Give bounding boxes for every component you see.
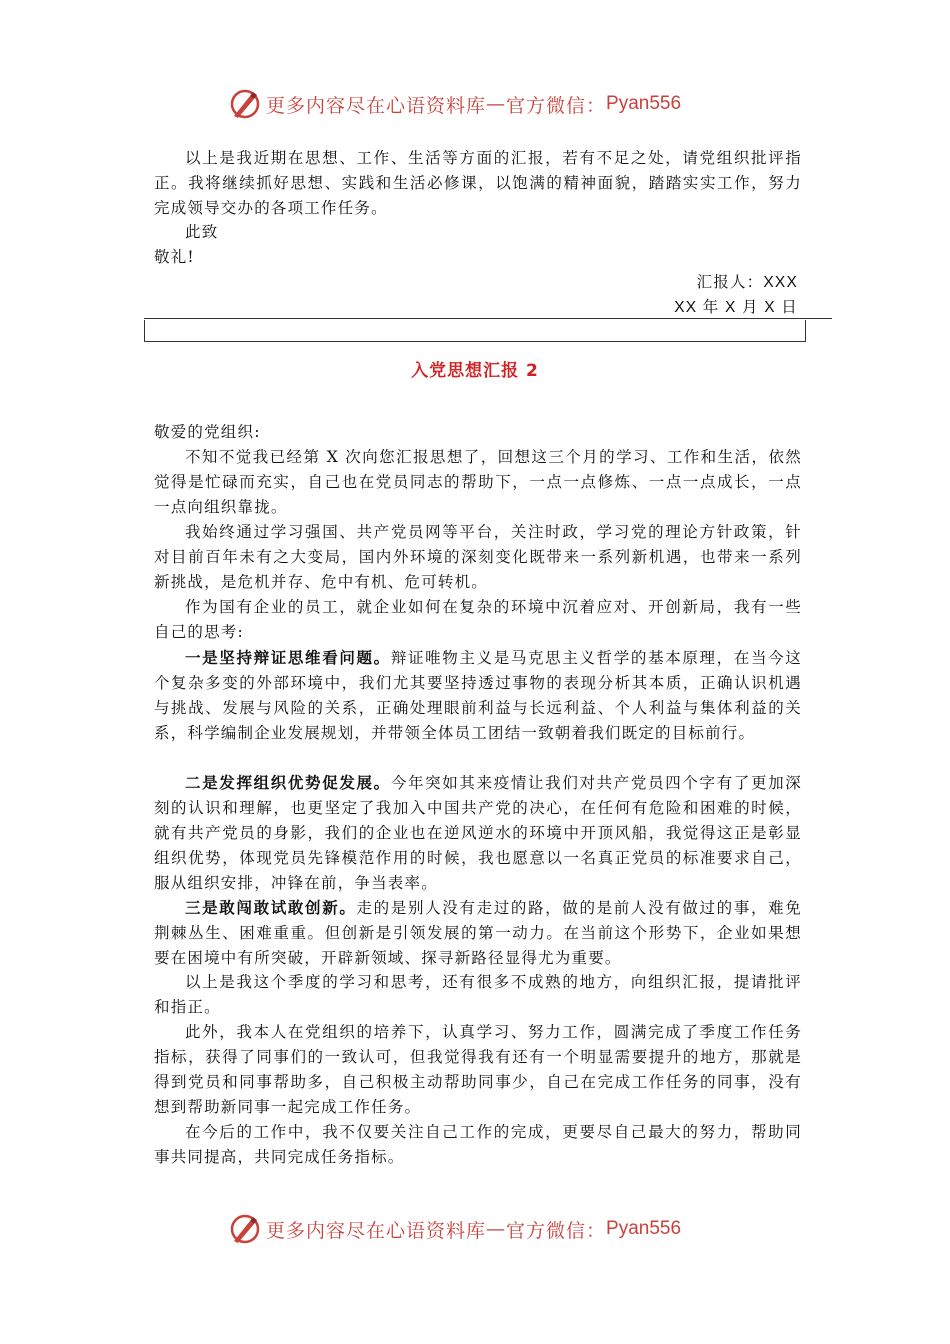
watermark-banner-bottom — [228, 1211, 681, 1247]
banner-wechat-id: Pyan556 — [606, 1218, 682, 1239]
banner-official: 官方微信： — [506, 1219, 607, 1242]
section-divider — [144, 318, 832, 319]
paragraph-2: 我始终通过学习强国、共产党员网等平台，关注时政，学习党的理论方针政策，针对目前百年未有之大变局，国内外环境的深刻变化既带来一系列新机遇，也带来一系列新挑战，是危机并存、危中有机、危可转机。 — [154, 523, 802, 591]
banner-dash: — — [486, 1218, 507, 1240]
banner-wechat-id: Pyan556 — [606, 93, 682, 114]
paragraph-4 — [154, 645, 802, 746]
paragraph-6 — [154, 895, 802, 971]
salute-line-1: 此致 — [185, 223, 219, 241]
banner-official: 官方微信： — [506, 94, 607, 117]
page-title: 入党思想汇报 2 — [411, 361, 539, 381]
closing-paragraph: 以上是我近期在思想、工作、生活等方面的汇报，若有不足之处，请党组织批评指正。我将继续抓好思想、实践和生活必修课，以饱满的精神面貌，踏踏实实工作，努力完成领导交办的各项工作任务。 — [154, 149, 802, 217]
point-1-body: 辩证唯物主义是马克思主义哲学的基本原理，在当今这个复杂多变的外部环境中，我们尤其要坚持透过事物的表现分析其本质，正确认识机遇与挑战、发展与风险的关系，正确处理眼前利益与长远利益、个人利益与集体利益的关系，科学编制企业发展规划，并带领全体员工团结一致朝着我们既定的目标前行。 — [154, 649, 802, 742]
banner-text: 更多内容尽在心语资料库 — [266, 94, 487, 117]
point-1-heading: 一是坚持辩证思维看问题。 — [185, 648, 391, 667]
point-2-body: 今年突如其来疫情让我们对共产党员四个字有了更加深刻的认识和理解，也更坚定了我加入中国共产党的决心，在任何有危险和困难的时候，就有共产党员的身影，我们的企业也在逆风逆水的环境中开顶风船，我觉得这正是彰显组织优势，体现党员先锋模范作用的时候，我也愿意以一名真正党员的标准要求自己，服从组织安排，冲锋在前，争当表率。 — [154, 774, 802, 892]
greeting: 敬爱的党组织: — [154, 423, 261, 441]
pen-circle-logo-icon — [228, 87, 262, 121]
signer: 汇报人：XXX — [696, 274, 798, 291]
empty-table-row — [144, 320, 806, 342]
paragraph-3: 作为国有企业的员工，就企业如何在复杂的环境中沉着应对、开创新局，我有一些自己的思考: — [154, 598, 802, 641]
paragraph-8: 此外，我本人在党组织的培养下，认真学习、努力工作，圆满完成了季度工作任务指标，获得了同事们的一致认可，但我觉得我有还有一个明显需要提升的地方，那就是得到党员和同事帮助多，自己积极主动帮助同事少，自己在完成工作任务的同事，没有想到帮助新同事一起完成工作任务。 — [154, 1023, 802, 1116]
paragraph-1: 不知不觉我已经第 X 次向您汇报思想了，回想这三个月的学习、工作和生活，依然觉得是忙碌而充实，自己也在党员同志的帮助下，一点一点修炼、一点一点成长，一点一点向组织靠拢。 — [154, 448, 802, 516]
point-3-body: 走的是别人没有走过的路，做的是前人没有做过的事，难免荆棘丛生、困难重重。但创新是引领发展的第一动力。在当前这个形势下，企业如果想要在困境中有所突破，开辟新领域、探寻新路径显得尤为重要。 — [154, 899, 802, 967]
pen-circle-logo-icon — [228, 1212, 262, 1246]
paragraph-7: 以上是我这个季度的学习和思考，还有很多不成熟的地方，向组织汇报，提请批评和指正。 — [154, 973, 802, 1016]
watermark-banner-top — [228, 86, 681, 122]
report-date: XX 年 X 月 X 日 — [674, 299, 798, 316]
paragraph-5 — [154, 770, 802, 896]
banner-dash: — — [486, 93, 507, 115]
paragraph-9: 在今后的工作中，我不仅要关注自己工作的完成，更要尽自己最大的努力，帮助同事共同提高，共同完成任务指标。 — [154, 1123, 802, 1166]
point-3-heading: 三是敢闯敢试敢创新。 — [185, 898, 357, 917]
salute-line-2: 敬礼! — [154, 248, 195, 266]
point-2-heading: 二是发挥组织优势促发展。 — [185, 773, 391, 792]
banner-text: 更多内容尽在心语资料库 — [266, 1219, 487, 1242]
